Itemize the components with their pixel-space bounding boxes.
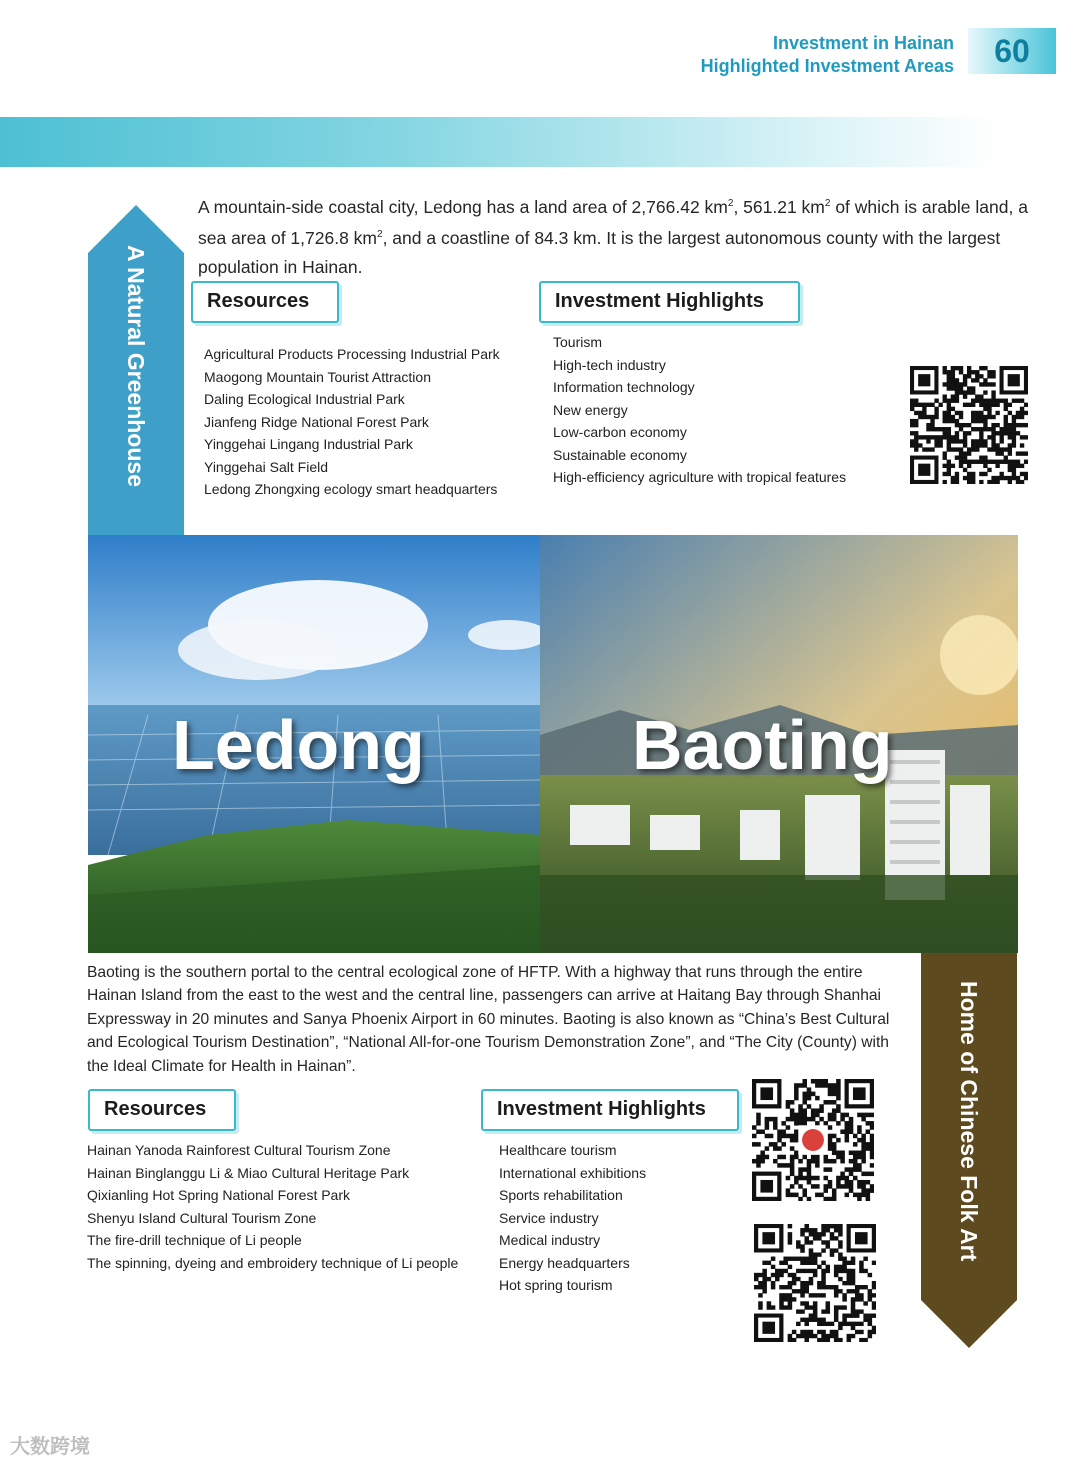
qr-code-pattern <box>754 1224 876 1342</box>
list-item: Hainan Yanoda Rainforest Cultural Tourism Zone <box>87 1142 391 1158</box>
qr-code-pattern <box>910 366 1028 484</box>
list-item: New energy <box>553 401 628 418</box>
ledong-highlights-list <box>553 331 893 489</box>
ledong-intro-sup: 2 <box>824 198 831 209</box>
ledong-qr-code[interactable] <box>910 366 1028 484</box>
list-item: Qixianling Hot Spring National Forest Park <box>87 1187 351 1203</box>
ledong-photo <box>88 535 540 953</box>
list-item: Agricultural Products Processing Industrial Park <box>204 346 500 362</box>
list-item: Healthcare tourism <box>499 1142 617 1158</box>
ledong-resources-list <box>204 343 534 501</box>
qr-code-pattern <box>752 1079 874 1201</box>
ledong-highlights-heading: Investment Highlights <box>539 281 800 323</box>
list-item: Shenyu Island Cultural Tourism Zone <box>87 1209 317 1226</box>
ledong-intro-text: of which is arable land, a sea area of 1,726.8 km <box>198 196 1028 249</box>
ledong-banner <box>88 205 184 537</box>
ledong-intro-text: A mountain-side coastal city, Ledong has a land area of 2,766.42 km <box>198 196 728 217</box>
ledong-intro-sup: 2 <box>727 198 734 209</box>
ledong-intro <box>198 190 1028 281</box>
list-item: Service industry <box>499 1209 599 1226</box>
list-item: High-efficiency agriculture with tropical features <box>553 469 847 485</box>
watermark: 大数跨境 <box>10 1436 90 1458</box>
list-item: The fire-drill technique of Li people <box>87 1232 302 1248</box>
list-item: Energy headquarters <box>499 1254 630 1271</box>
ledong-resources-heading: Resources <box>191 281 339 323</box>
baoting-resources-list <box>87 1139 477 1274</box>
baoting-banner <box>921 953 1017 1348</box>
baoting-highlights-heading: Investment Highlights <box>481 1089 739 1131</box>
ledong-banner-text: A Natural Greenhouse <box>123 245 149 487</box>
list-item: Maogong Mountain Tourist Attraction <box>204 368 431 385</box>
baoting-highlights-list <box>499 1139 739 1297</box>
baoting-photo <box>540 535 1018 953</box>
page-number: 60 <box>968 28 1056 74</box>
ledong-intro-sup: 2 <box>377 229 383 241</box>
list-item: High-tech industry <box>553 356 666 373</box>
baoting-photo-title: Baoting <box>632 706 893 784</box>
list-item: Low-carbon economy <box>553 424 687 440</box>
ledong-intro-text: , 561.21 km <box>733 196 825 217</box>
list-item: Sports rehabilitation <box>499 1187 623 1203</box>
header-band <box>0 117 998 167</box>
list-item: The spinning, dyeing and embroidery technique of Li people <box>87 1254 459 1271</box>
baoting-intro: Baoting is the southern portal to the central ecological zone of HFTP. With a highway that runs through the entire Hainan Island from the east to the west and the central line, passengers can arrive at Haitang Bay through Shanhai Expressway in 20 minutes and Sanya Phoenix Airport in 60 minutes. Baoting is also known as “China’s Best Cultural and Ecological Tourism Destination”, “National All-for-one Tourism Demonstration Zone”, and “The City (County) with the Ideal Climate for Health in Hainan”. <box>87 964 890 1075</box>
list-item: Sustainable economy <box>553 446 687 463</box>
baoting-qr-code-1[interactable] <box>752 1079 874 1201</box>
list-item: Yinggehai Lingang Industrial Park <box>204 436 413 452</box>
list-item: Ledong Zhongxing ecology smart headquarters <box>204 481 498 497</box>
header-title: Investment in Hainan <box>772 33 954 53</box>
ledong-photo-title: Ledong <box>172 706 425 784</box>
baoting-qr-code-2[interactable] <box>754 1224 876 1342</box>
ledong-intro-text: , and a coastline of 84.3 km. It is the largest autonomous county with the largest population in Hainan. <box>198 228 1001 277</box>
baoting-banner-text: Home of Chinese Folk Art <box>956 981 982 1262</box>
header-subtitle: Highlighted Investment Areas <box>700 56 954 76</box>
list-item: Jianfeng Ridge National Forest Park <box>204 413 429 430</box>
list-item: Hainan Binglanggu Li & Miao Cultural Heritage Park <box>87 1164 410 1181</box>
list-item: Yinggehai Salt Field <box>204 458 329 475</box>
list-item: Tourism <box>553 334 603 350</box>
list-item: Hot spring tourism <box>499 1277 613 1293</box>
list-item: Daling Ecological Industrial Park <box>204 391 405 407</box>
baoting-resources-heading: Resources <box>88 1089 236 1131</box>
list-item: Information technology <box>553 379 695 395</box>
list-item: International exhibitions <box>499 1164 647 1181</box>
list-item: Medical industry <box>499 1232 601 1248</box>
